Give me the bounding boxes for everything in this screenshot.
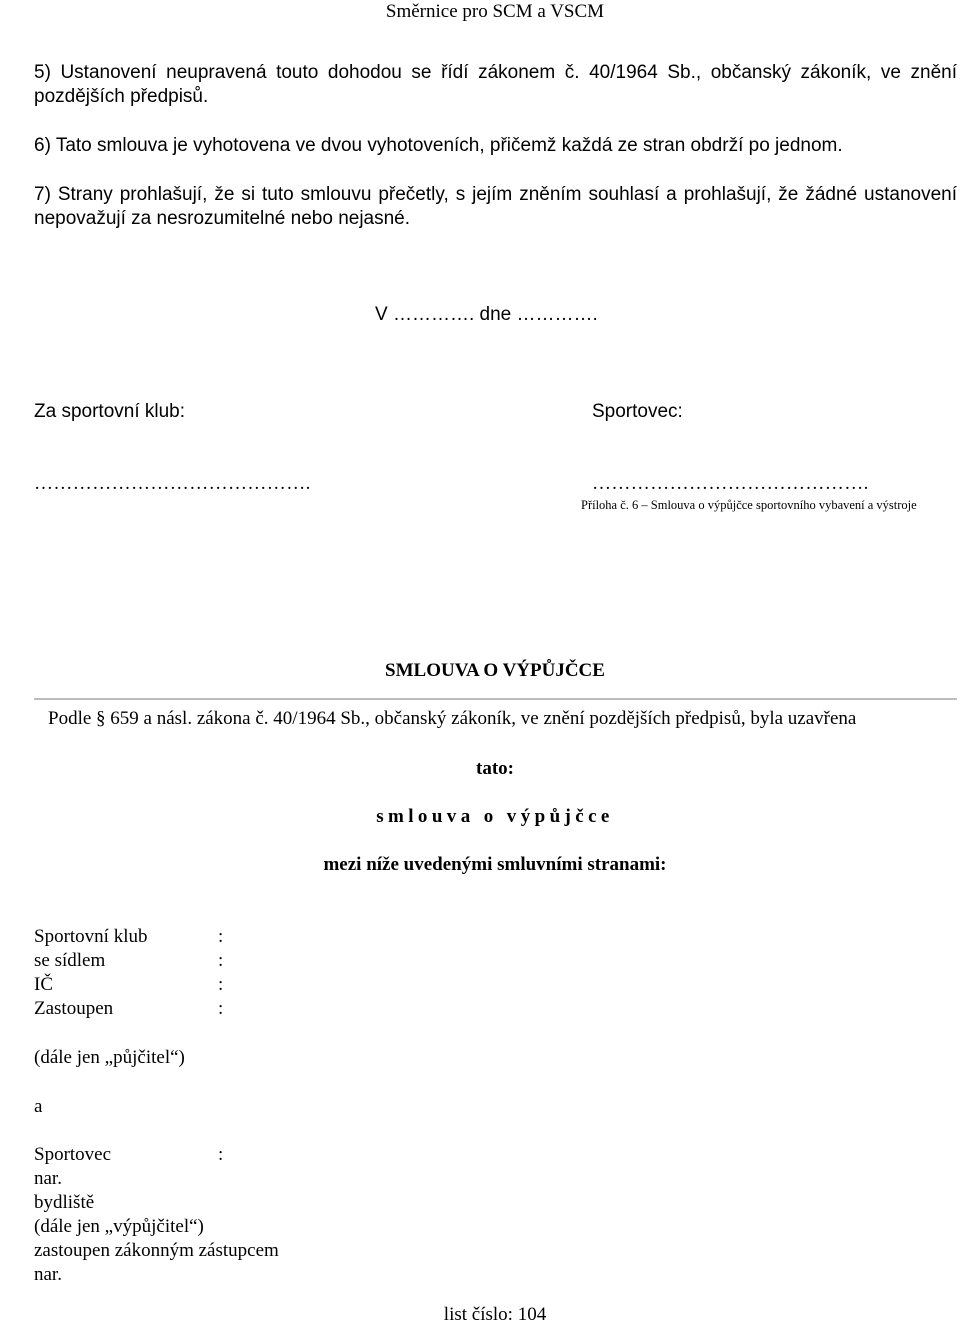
field-colon: : [218, 926, 224, 947]
document-header: Směrnice pro SCM a VSCM [385, 1, 605, 22]
borrower-representative: zastoupen zákonným zástupcem [34, 1240, 279, 1261]
club-signature-line: ……………………………………. [34, 473, 311, 494]
field-colon: : [218, 998, 224, 1019]
clause-6: 6) Tato smlouva je vyhotovena ve dvou vyhotoveních, přičemž každá ze stran obdrží po jednom. [34, 135, 843, 156]
tato-heading: tato: [476, 758, 514, 779]
field-label: Sportovní klub [34, 926, 148, 947]
lender-field-seat [34, 949, 434, 973]
place-date-line: V …………. dne …………. [375, 304, 598, 325]
lender-field-club [34, 925, 434, 949]
title-divider [34, 698, 957, 700]
clause-5: 5) Ustanovení neupravená touto dohodou se řídí zákonem č. 40/1964 Sb., občanský zákoník, ve znění pozdějších předpisů. [34, 62, 957, 107]
borrower-alias: (dále jen „výpůjčitel“) [34, 1216, 204, 1237]
parties-heading: mezi níže uvedenými smluvními stranami: [323, 854, 667, 875]
attachment-note: Příloha č. 6 – Smlouva o výpůjčce sportovního vybavení a výstroje [581, 498, 917, 512]
field-colon: : [218, 974, 224, 995]
athlete-signature-line: ……………………………………. [592, 473, 869, 494]
clause-7: 7) Strany prohlašují, že si tuto smlouvu přečetly, s jejím zněním souhlasí a prohlašují, že žádné ustanovení nepovažují za nesrozumitelné nebo nejasné. [34, 184, 957, 229]
club-signature-label: Za sportovní klub: [34, 401, 186, 422]
field-label: Zastoupen [34, 998, 114, 1019]
field-colon: : [218, 1144, 224, 1165]
lender-field-representative [34, 997, 434, 1021]
borrower-residence: bydliště [34, 1192, 95, 1213]
conjunction: a [34, 1096, 43, 1117]
contract-title: SMLOUVA O VÝPŮJČCE [385, 660, 605, 681]
representative-born: nar. [34, 1264, 62, 1285]
borrower-born: nar. [34, 1168, 62, 1189]
lender-alias: (dále jen „půjčitel“) [34, 1047, 185, 1068]
law-reference: Podle § 659 a násl. zákona č. 40/1964 Sb., občanský zákoník, ve znění pozdějších předpisů, byla uzavřena [48, 708, 857, 729]
field-colon: : [218, 950, 224, 971]
spaced-contract-title: smlouva o výpůjčce [376, 806, 614, 827]
lender-field-ic [34, 973, 434, 997]
athlete-signature-label: Sportovec: [592, 401, 683, 422]
field-label: IČ [34, 974, 53, 995]
field-label: Sportovec [34, 1144, 112, 1165]
borrower-field-athlete [34, 1143, 434, 1167]
page-number: list číslo: 104 [443, 1304, 547, 1325]
field-label: se sídlem [34, 950, 106, 971]
